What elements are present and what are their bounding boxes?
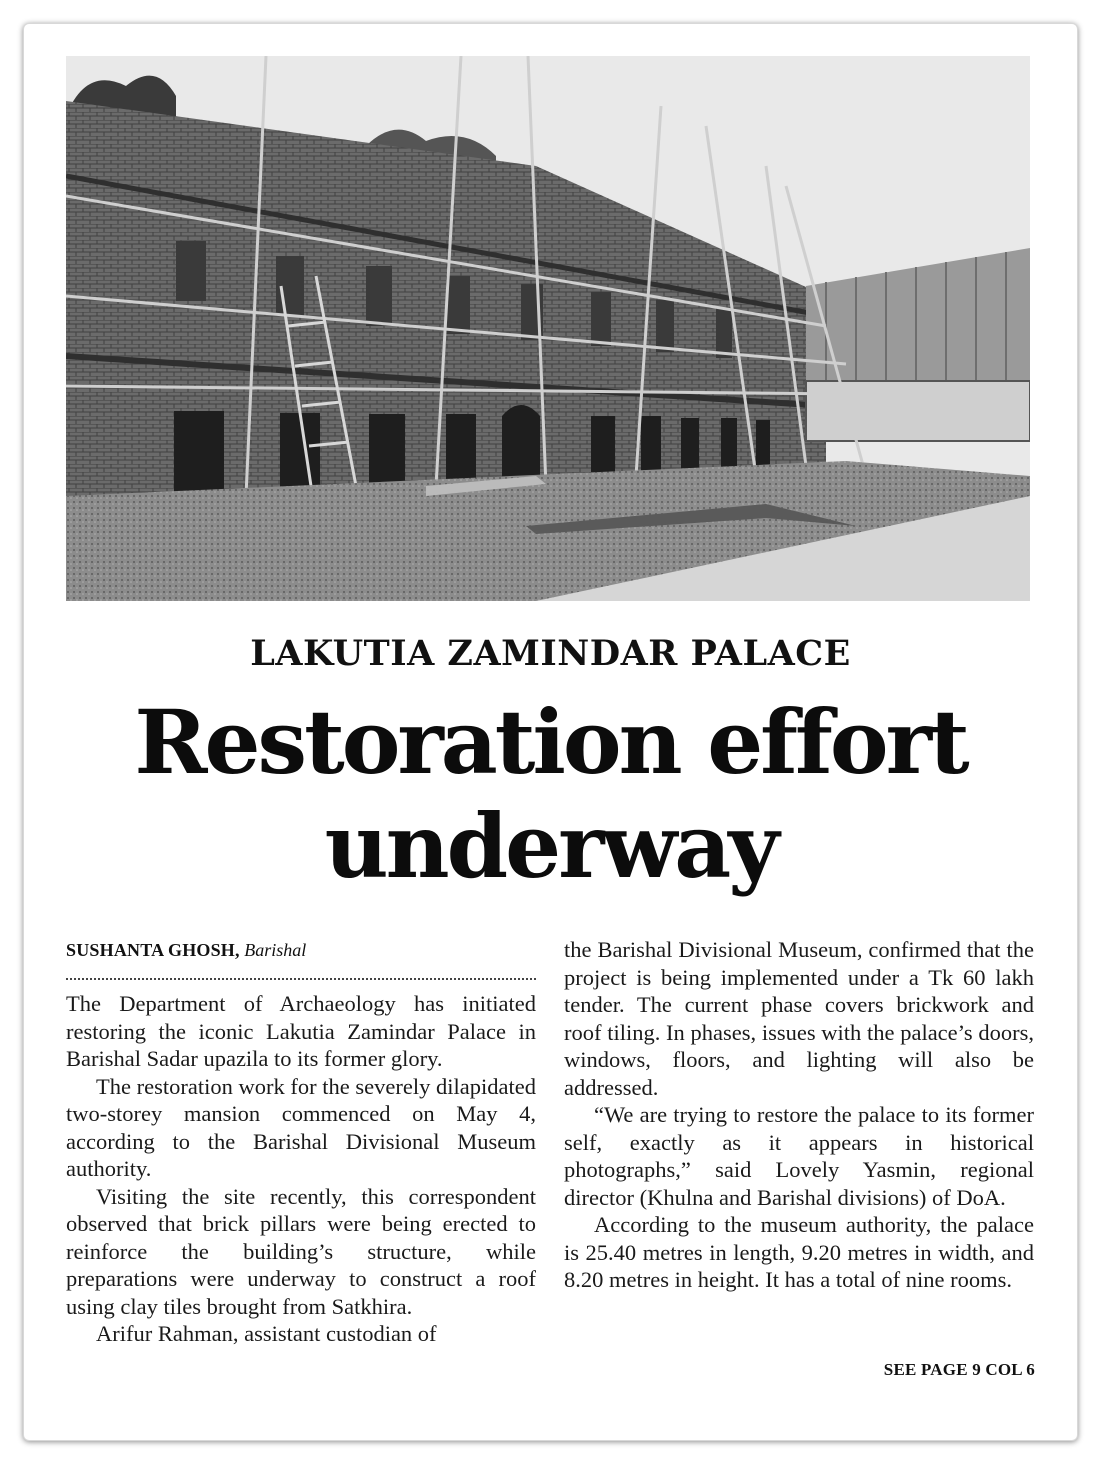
paragraph: the Barishal Divisional Museum, confirmed that the project is being implemented under a Tk 60 lakh tender. The current phase covers brickwork and roof tiling. In phases, issues with the palace’s doors, windows, floors, and lighting will also be addressed. <box>564 937 1034 1100</box>
byline-author: SUSHANTA GHOSH, <box>66 940 240 960</box>
article-kicker: LAKUTIA ZAMINDAR PALACE <box>250 633 851 674</box>
paragraph: Visiting the site recently, this correspondent observed that brick pillars were being erected to reinforce the building’s structure, while preparations were underway to construct a roof using clay tiles brought from Satkhira. <box>66 1183 536 1319</box>
palace-photo-image <box>66 56 1030 601</box>
article-column-left <box>66 990 536 1348</box>
continuation-note: SEE PAGE 9 COL 6 <box>883 1360 1035 1379</box>
article-headline: Restoration effort underway <box>134 690 967 898</box>
paragraph: According to the museum authority, the palace is 25.40 metres in length, 9.20 metres in width, and 8.20 metres in height. It has a total of nine rooms. <box>564 1212 1034 1292</box>
paragraph: The Department of Archaeology has initiated restoring the iconic Lakutia Zamindar Palace in Barishal Sadar upazila to its former glory. <box>66 991 536 1071</box>
byline <box>66 940 536 980</box>
article-column-right <box>564 936 1034 1294</box>
paragraph: Arifur Rahman, assistant custodian of <box>96 1321 437 1346</box>
palace-photo <box>66 56 1030 601</box>
byline-place: Barishal <box>244 940 307 960</box>
paragraph: The restoration work for the severely dilapidated two-storey mansion commenced on May 4, according to the Barishal Divisional Museum authority. <box>66 1073 536 1181</box>
paragraph: “We are trying to restore the palace to its former self, exactly as it appears in historical photographs,” said Lovely Yasmin, regional director (Khulna and Barishal divisions) of DoA. <box>564 1102 1034 1210</box>
